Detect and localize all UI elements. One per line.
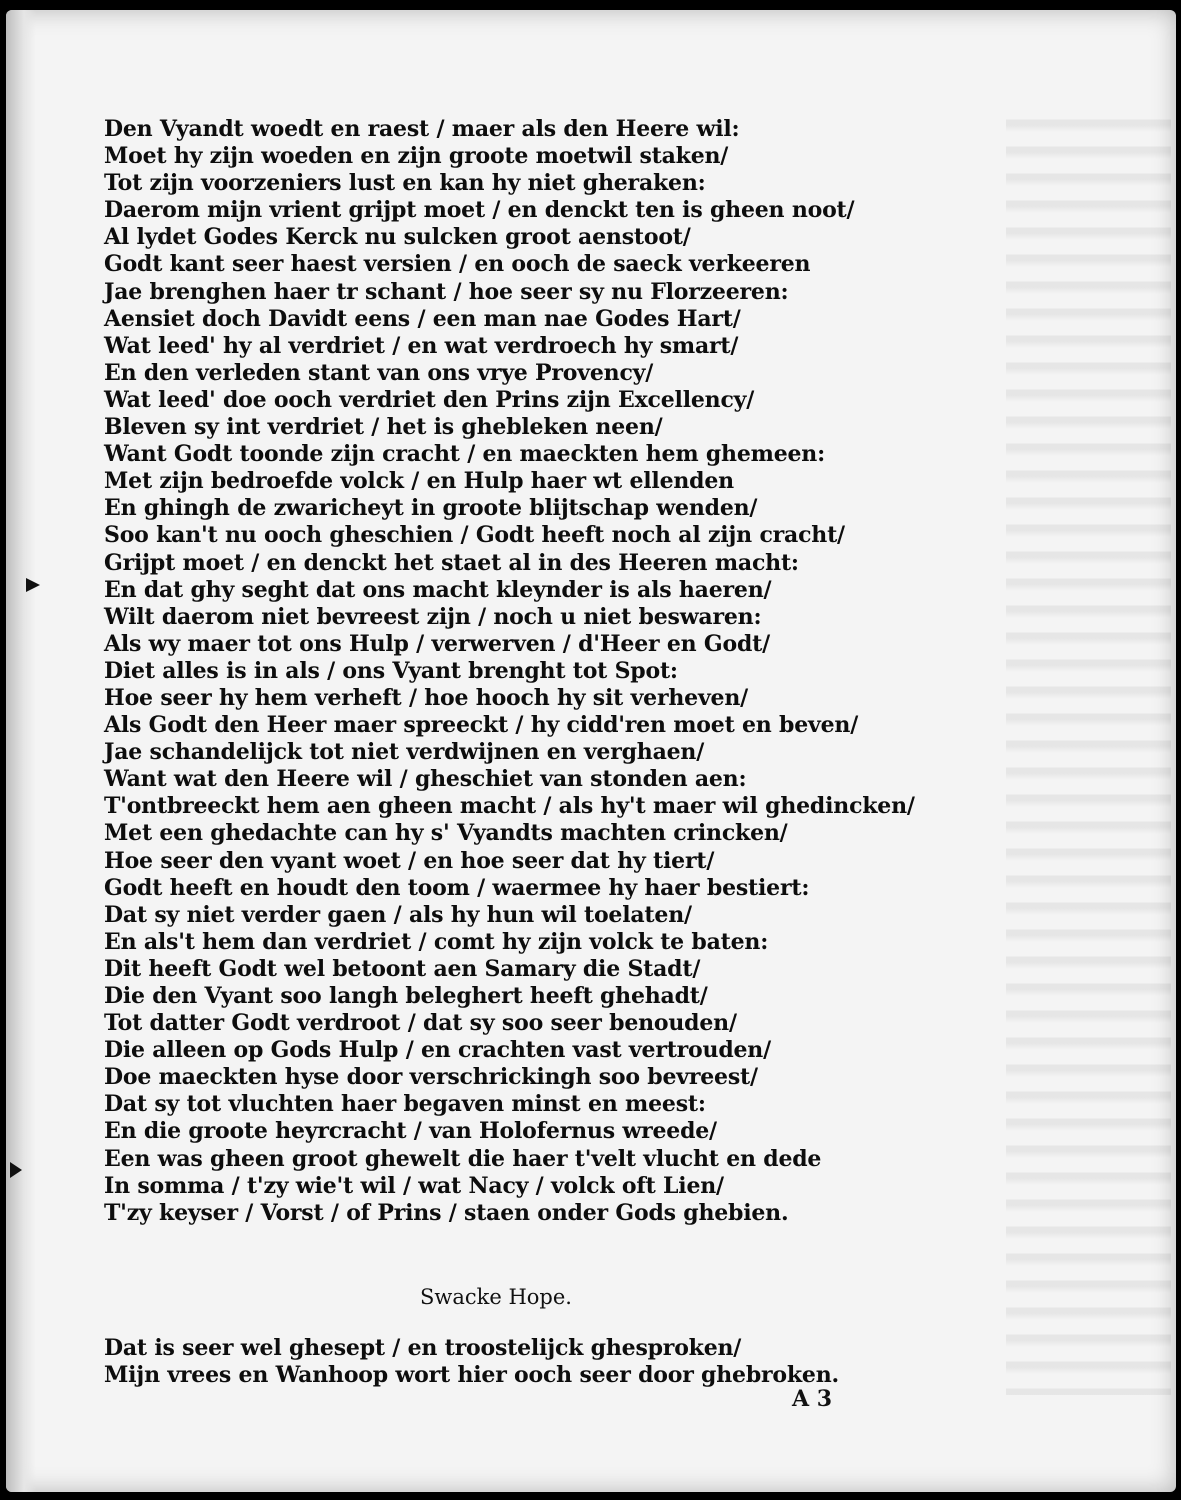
verse-line: Al lydet Godes Kerck nu sulcken groot aenstoot/ <box>104 224 691 251</box>
verse-line: Soo kan't nu ooch gheschien / Godt heeft noch al zijn cracht/ <box>104 522 845 549</box>
page-gutter <box>6 10 36 1492</box>
verse-line: Diet alles is in als / ons Vyant brenght tot Spot: <box>104 657 678 684</box>
verse-line: Die den Vyant soo langh beleghert heeft ghehadt/ <box>104 983 708 1009</box>
speaker-heading: Swacke Hope. <box>420 1285 572 1309</box>
verse-line: Godt kant seer haest versien / en ooch de saeck verkeeren <box>104 251 811 278</box>
book-page <box>6 10 1176 1492</box>
verse-line: Met een ghedachte can hy s' Vyandts machten crincken/ <box>104 820 788 847</box>
verse-line: Tot zijn voorzeniers lust en kan hy niet gheraken: <box>104 170 706 197</box>
margin-mark-icon <box>26 578 40 592</box>
margin-mark-icon <box>10 1162 22 1178</box>
verse-line: Wat leed' doe ooch verdriet den Prins zijn Excellency/ <box>104 386 755 413</box>
verse-line: Met zijn bedroefde volck / en Hulp haer wt ellenden <box>104 468 734 495</box>
verse-line: Moet hy zijn woeden en zijn groote moetwil staken/ <box>104 143 729 170</box>
verse-line: Want wat den Heere wil / gheschiet van stonden aen: <box>104 766 747 793</box>
verse-line: Aensiet doch Davidt eens / een man nae Godes Hart/ <box>104 305 741 332</box>
verse-line: Een was gheen groot ghewelt die haer t'velt vlucht en dede <box>104 1145 822 1172</box>
verse-line: Wat leed' hy al verdriet / en wat verdroech hy smart/ <box>104 332 739 359</box>
verse-line: Als Godt den Heer maer spreeckt / hy cidd'ren moet en beven/ <box>104 712 859 739</box>
catchword: A 3 <box>792 1386 833 1412</box>
verse-line: Grijpt moet / en denckt het staet al in des Heeren macht: <box>104 549 799 576</box>
verse-line: T'ontbreeckt hem aen gheen macht / als hy't maer wil ghedincken/ <box>104 793 915 820</box>
verse-line: Als wy maer tot ons Hulp / verwerven / d'Heer en Godt/ <box>104 630 770 657</box>
verse-line: Den Vyandt woedt en raest / maer als den Heere wil: <box>104 116 740 142</box>
verse-line: Dit heeft Godt wel betoont aen Samary die Stadt/ <box>104 955 701 982</box>
verse-line: Jae brenghen haer tr schant / hoe seer sy nu Florzeeren: <box>104 278 789 305</box>
verse-line: En als't hem dan verdriet / comt hy zijn volck te baten: <box>104 928 769 955</box>
verse-line: Die alleen op Gods Hulp / en crachten vast vertrouden/ <box>104 1037 771 1064</box>
verse-line: Doe maeckten hyse door verschrickingh soo bevreest/ <box>104 1064 758 1091</box>
verse-line: Tot datter Godt verdroot / dat sy soo seer benouden/ <box>104 1010 737 1037</box>
verse-line: Dat sy niet verder gaen / als hy hun wil toelaten/ <box>104 901 692 928</box>
verse-line: En den verleden stant van ons vrye Provency/ <box>104 359 654 386</box>
verse-line: Mijn vrees en Wanhoop wort hier ooch seer door ghebroken. <box>104 1362 839 1389</box>
poem-block-2 <box>104 1335 904 1389</box>
verse-line: Godt heeft en houdt den toom / waermee hy haer bestiert: <box>104 874 810 901</box>
verse-line: En dat ghy seght dat ons macht kleynder is als haeren/ <box>104 576 772 603</box>
verse-line: Jae schandelijck tot niet verdwijnen en verghaen/ <box>104 739 705 766</box>
verse-line: En die groote heyrcracht / van Holofernus wreede/ <box>104 1118 717 1145</box>
verse-line: En ghingh de zwaricheyt in groote blijtschap wenden/ <box>104 495 758 522</box>
verse-line: In somma / t'zy wie't wil / wat Nacy / volck oft Lien/ <box>104 1172 724 1199</box>
verse-line: Bleven sy int verdriet / het is ghebleken neen/ <box>104 414 663 441</box>
verse-line: Hoe seer den vyant woet / en hoe seer dat hy tiert/ <box>104 847 715 874</box>
verse-line: T'zy keyser / Vorst / of Prins / staen onder Gods ghebien. <box>104 1199 789 1226</box>
verse-line: Wilt daerom niet bevreest zijn / noch u niet beswaren: <box>104 603 762 630</box>
verse-line: Want Godt toonde zijn cracht / en maeckten hem ghemeen: <box>104 441 826 468</box>
verse-line: Dat sy tot vluchten haer begaven minst en meest: <box>104 1091 706 1118</box>
show-through-text <box>1006 105 1171 1395</box>
verse-line: Hoe seer hy hem verheft / hoe hooch hy sit verheven/ <box>104 684 748 711</box>
verse-line: Daerom mijn vrient grijpt moet / en denckt ten is gheen noot/ <box>104 197 855 224</box>
poem-block <box>104 116 915 1227</box>
verse-line: Dat is seer wel ghesept / en troostelijck ghesproken/ <box>104 1335 742 1361</box>
